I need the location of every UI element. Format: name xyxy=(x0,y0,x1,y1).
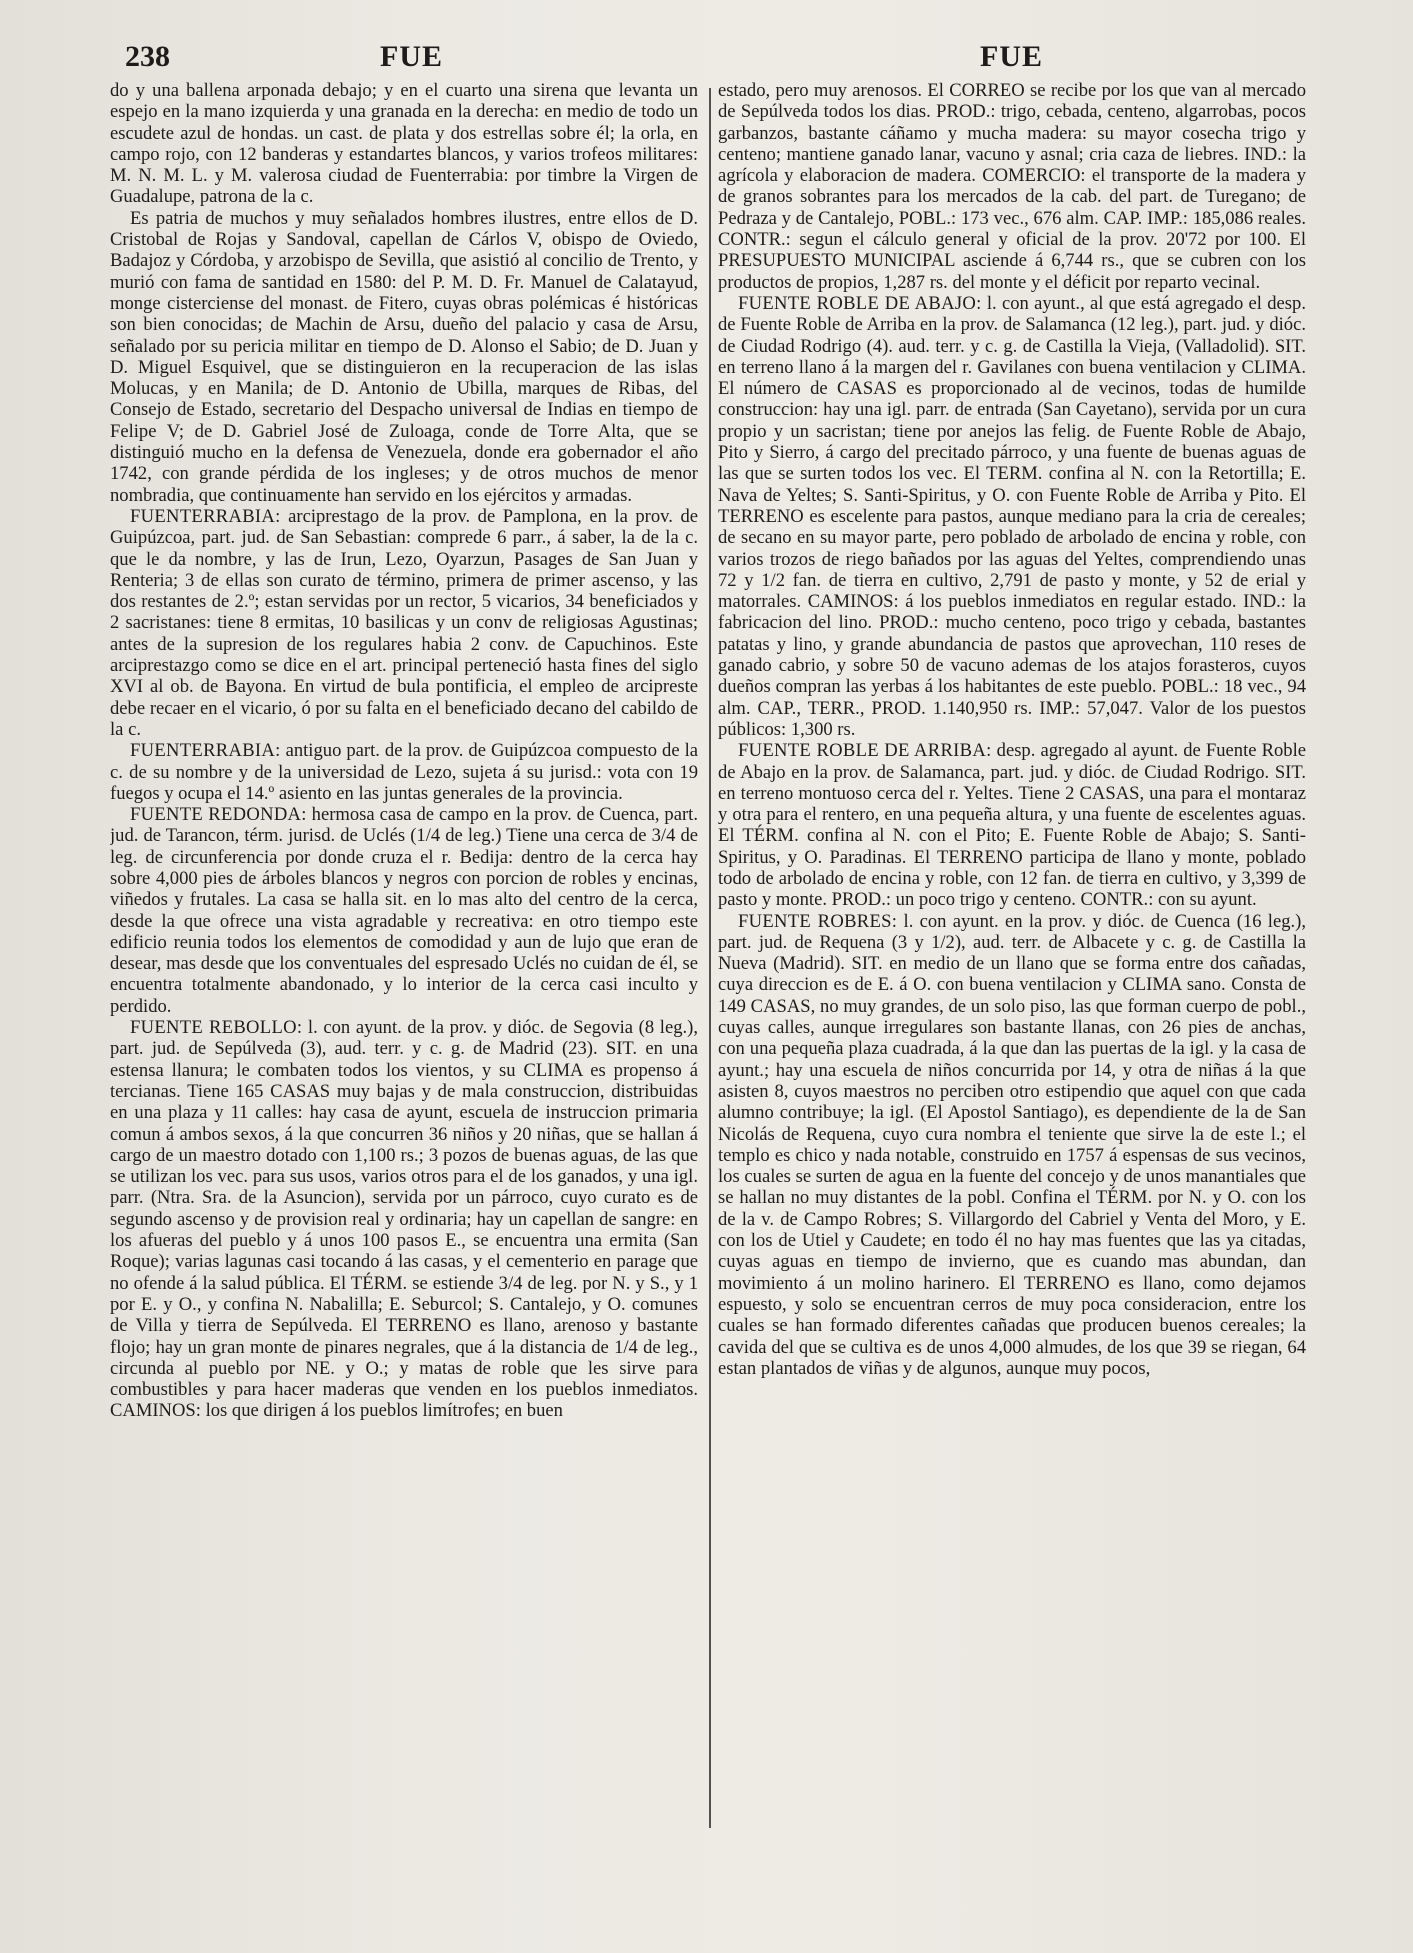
running-head-right-word: FUE xyxy=(980,40,1043,73)
entry-headword: FUENTERRABIA: xyxy=(130,505,281,527)
dictionary-entry xyxy=(718,911,1306,1380)
right-column xyxy=(718,80,1306,1820)
entry-headword: FUENTE REDONDA: xyxy=(130,804,307,826)
entry-body: desp. agregado al ayunt. de Fuente Roble de Abajo en la prov. de Salamanca, part. jud. y dióc. de Ciudad Rodrigo. SIT. en terreno montuoso cerca del r. Yeltes. Tiene 2 CASAS, una para el montaraz y otra para el rentero, en una pequeña altura, y una fuente de escelentes aguas. El TÉRM. confina al N. con el Pito; E. Fuente Roble de Abajo; S. Santi-Spiritus, y O. Paradinas. El TERRENO participa de llano y monte, poblado todo de arbolado de encina y roble, con 12 fan. de tierra en cultivo, y 3,399 de pasto y monte. PROD.: un poco trigo y centeno. CONTR.: con su ayunt. xyxy=(718,740,1306,911)
page-number: 238 xyxy=(125,40,170,73)
entry-headword: FUENTERRABIA: xyxy=(130,740,281,762)
dictionary-entry xyxy=(110,506,698,740)
left-column xyxy=(110,80,698,1820)
entry-body: l. con ayunt. de la prov. y dióc. de Segovia (8 leg.), part. jud. de Sepúlveda (3), aud. terr. y c. g. de Madrid (23). SIT. en una estensa llanura; le combaten todos los vientos, y su CLIMA es propenso á tercianas. Tiene 165 CASAS muy bajas y de mala construccion, distribuidas en una plaza y 11 calles: hay casa de ayunt, escuela de instruccion primaria comun á ambos sexos, á la que concurren 36 niños y 20 niñas, que se hallan á cargo de un maestro dotado con 1,100 rs.; 3 pozos de buenas aguas, de las que se utilizan los vec. para sus usos, varios otros para el de los ganados, y una igl. parr. (Ntra. Sra. de la Asuncion), servida por un párroco, cuyo curato es de segundo ascenso y de provision real y ordinaria; hay un capellan de sangre: en los afueras del pueblo y á unos 100 pasos E., se encuentra una ermita (San Roque); varias lagunas casi tocando á las casas, y el cementerio en parage que no ofende á la salud pública. El TÉRM. se estiende 3/4 de leg. por N. y S., y 1 por E. y O., y confina N. Nabalilla; E. Seburcol; S. Cantalejo, y O. comunes de Villa y tierra de Sepúlveda. El TERRENO es llano, arenoso y bastante flojo; hay un gran monte de pinares negrales, que á la distancia de 1/4 de leg., circunda al pueblo por NE. y O.; y matas de roble que les sirve para combustibles y para hacer maderas que venden en los pueblos inmediatos. CAMINOS: los que dirigen á los pueblos limítrofes; en buen xyxy=(110,1017,698,1422)
running-head xyxy=(0,40,1413,80)
entry-body: hermosa casa de campo en la prov. de Cuenca, part. jud. de Tarancon, térm. jurisd. de Uclés (1/4 de leg.) Tiene una cerca de 3/4 de leg. de circunferencia por donde cruza el r. Bedija: dentro de la cerca hay sobre 4,000 pies de árboles blancos y negros con porcion de robles y encinas, viñedos y frutales. La casa se halla sit. en lo mas alto del centro de la cerca, desde la que ofrece una vista agradable y recreativa: en otro tiempo este edificio reunia todos los elementos de comodidad y aun de lujo que eran de desear, mas desde que los conventuales del espresado Uclés no cuidan de él, se encuentra totalmente abandonado, y lo interior de la cerca casi inculto y perdido. xyxy=(110,804,698,1017)
entry-body: l. con ayunt., al que está agregado el desp. de Fuente Roble de Arriba en la prov. de Salamanca (12 leg.), part. jud. y dióc. de Ciudad Rodrigo (4). aud. terr. y c. g. de Castilla la Vieja, (Valladolid). SIT. en terreno llano á la margen del r. Gavilanes con buena ventilacion y CLIMA. El número de CASAS es proporcionado al de vecinos, todas de humilde construccion: hay una igl. parr. de entrada (San Cayetano), servida por un cura propio y un sacristan; tiene por anejos las felig. de Fuente Roble de Abajo, Pito y Sierro, á cargo del precitado párroco, y una fuente de buenas aguas de las que se surten todos los vec. El TERM. confina al N. con la Retortilla; E. Nava de Yeltes; S. Santi-Spiritus, y O. con Fuente Roble de Arriba y Pito. El TERRENO es escelente para pastos, aunque mediano para la cria de cereales; de secano en su mayor parte, pero poblado de arbolado de encina y roble, con varios trozos de riego bañados por las aguas del Yeltes, comprendiendo unas 72 y 1/2 fan. de tierra en cultivo, 2,791 de pasto y monte, y 52 de erial y matorrales. CAMINOS: á los pueblos inmediatos en regular estado. IND.: la fabricacion del lino. PROD.: mucho centeno, poco trigo y cebada, bastantes patatas y lino, y grande abundancia de pastos que aprovechan, 110 reses de ganado cabrio, y sobre 50 de vacuno ademas de los atajos forasteros, cuyos dueños compran las yerbas á los habitantes de este pueblo. POBL.: 18 vec., 94 alm. CAP., TERR., PROD. 1.140,950 rs. IMP.: 57,047. Valor de los puestos públicos: 1,300 rs. xyxy=(718,292,1306,740)
entry-headword: FUENTE REBOLLO: xyxy=(130,1017,303,1039)
entry-body: antiguo part. de la prov. de Guipúzcoa compuesto de la c. de su nombre y de la universidad de Lezo, sujeta á su jurisd.: vota con 19 fuegos y ocupa el 14.º asiento en las juntas generales de la provincia. xyxy=(110,740,698,804)
entry-continuation: estado, pero muy arenosos. El CORREO se recibe por los que van al mercado de Sepúlveda todos los dias. PROD.: trigo, cebada, centeno, algarrobas, pocos garbanzos, bastante cáñamo y mucha madera: su mayor cosecha trigo y centeno; mantiene ganado lanar, vacuno y asnal; cria caza de liebres. IND.: la agrícola y elaboracion de madera. COMERCIO: el transporte de la madera y de granos sobrantes para los mercados de la cab. del part. de Turegano; de Pedraza y de Cantalejo, POBL.: 173 vec., 676 alm. CAP. IMP.: 185,086 reales. CONTR.: segun el cálculo general y oficial de la prov. 20'72 por 100. El PRESUPUESTO MUNICIPAL asciende á 6,744 rs., que se cubren con los productos de propios, 1,287 rs. del monte y el déficit por reparto vecinal. xyxy=(718,80,1306,293)
dictionary-entry xyxy=(110,1017,698,1422)
running-head-left-word: FUE xyxy=(380,40,443,73)
entry-body: arciprestago de la prov. de Pamplona, en la prov. de Guipúzcoa, part. jud. de San Sebastian: comprede 6 parr., á saber, la de la c. que le da nombre, y las de Irun, Lezo, Oyarzun, Pasages de San Juan y Renteria; 3 de ellas son curato de término, primera de primer ascenso, y las dos restantes de 2.º; estan servidas por un rector, 5 vicarios, 34 beneficiados y 2 sacristanes: tiene 8 ermitas, 10 basilicas y un conv de religiosas Agustinas; antes de la supresion de los regulares habia 2 conv. de Capuchinos. Este arciprestazgo como se dice en el art. principal perteneció hasta fines del siglo XVI al ob. de Bayona. En virtud de bula pontificia, el empleo de arcipreste debe recaer en el vicario, ó por su falta en el beneficiado decano del cabildo de la c. xyxy=(110,505,698,740)
entry-paragraph: Es patria de muchos y muy señalados hombres ilustres, entre ellos de D. Cristobal de Rojas y Sandoval, capellan de Cárlos V, obispo de Oviedo, Badajoz y Córdoba, y arzobispo de Sevilla, que asistió al concilio de Trento, y murió con fama de santidad en 1580: del P. M. D. Fr. Manuel de Calatayud, monge cisterciense del monast. de Fitero, cuyas obras polémicas é históricas son bien conocidas; de Machin de Arsu, dueño del palacio y casa de Arsu, señalado por su pericia militar en tiempo de D. Alonso el Sabio; de D. Juan y D. Miguel Esquivel, que se distinguieron en la recuperacion de las islas Molucas, y en Manila; de D. Antonio de Ubilla, marques de Ribas, del Consejo de Estado, secretario del Despacho universal de Indias en tiempo de Felipe V; de D. Gabriel José de Zuloaga, conde de Torre Alta, que se distinguió mucho en la defensa de Venezuela, donde era gobernador el año 1742, con grande pérdida de los ingleses; y de otros muchos de menor nombradia, que continuamente han servido en los ejércitos y armadas. xyxy=(110,207,698,506)
entry-body: l. con ayunt. en la prov. y dióc. de Cuenca (16 leg.), part. jud. de Requena (3 y 1/2), aud. terr. de Albacete y c. g. de Castilla la Nueva (Madrid). SIT. en medio de un llano que se forma entre dos cañadas, cuya direccion es de E. á O. con buena ventilacion y CLIMA sano. Consta de 149 CASAS, no muy grandes, de un solo piso, las que forman cuerpo de pobl., cuyas calles, aunque irregulares son bastante llanas, con 26 pies de anchas, con una pequeña plaza cuadrada, á la que dan las puertas de la igl. y la casa de ayunt.; hay una escuela de niños concurrida por 14, y otra de niñas á la que asisten 8, cuyos maestros no perciben otro estipendio que aquel con que cada alumno contribuye; la igl. (El Apostol Santiago), es dependiente de la de San Nicolás de Requena, cuyo cura nombra el teniente que sirve la de este l.; el templo es chico y nada notable, construido en 1757 á espensas de sus vecinos, los cuales se surten de agua en la fuente del concejo y de unos manantiales que se hallan no muy distantes de la pobl. Confina el TÉRM. por N. y O. con los de la v. de Campo Robres; S. Villargordo del Cabriel y Venta del Moro, y E. con los de Utiel y Caudete; en todo él no hay mas fuentes que las ya citadas, cuyas aguas en tiempo de invierno, que es cuando mas abundan, dan movimiento á un molino harinero. El TERRENO es llano, como dejamos espuesto, y solo se encuentran cerros de muy poca consideracion, entre los cuales se han formado diferentes cañadas que producen buenos cereales; la cavida del que se cultiva es de unos 4,000 almudes, de los que 39 se riegan, 64 estan plantados de viñas y de algunos, aunque muy pocos, xyxy=(718,910,1306,1379)
dictionary-entry xyxy=(110,740,698,804)
entry-headword: FUENTE ROBLE DE ARRIBA: xyxy=(738,740,992,762)
entry-headword: FUENTE ROBRES: xyxy=(738,910,898,932)
dictionary-entry xyxy=(110,804,698,1017)
column-divider xyxy=(709,88,711,1828)
dictionary-entry xyxy=(718,293,1306,740)
dictionary-entry xyxy=(718,740,1306,910)
entry-continuation: do y una ballena arponada debajo; y en el cuarto una sirena que levanta un espejo en la mano izquierda y una granada en la derecha: en medio de todo un escudete azul de hondas. un cast. de plata y dos estrellas sobre él; la orla, en campo rojo, con 12 banderas y estandartes blancos, y varios trofeos militares: M. N. M. L. y M. valerosa ciudad de Fuenterrabia: por timbre la Virgen de Guadalupe, patrona de la c. xyxy=(110,80,698,208)
entry-headword: FUENTE ROBLE DE ABAJO: xyxy=(738,292,982,314)
